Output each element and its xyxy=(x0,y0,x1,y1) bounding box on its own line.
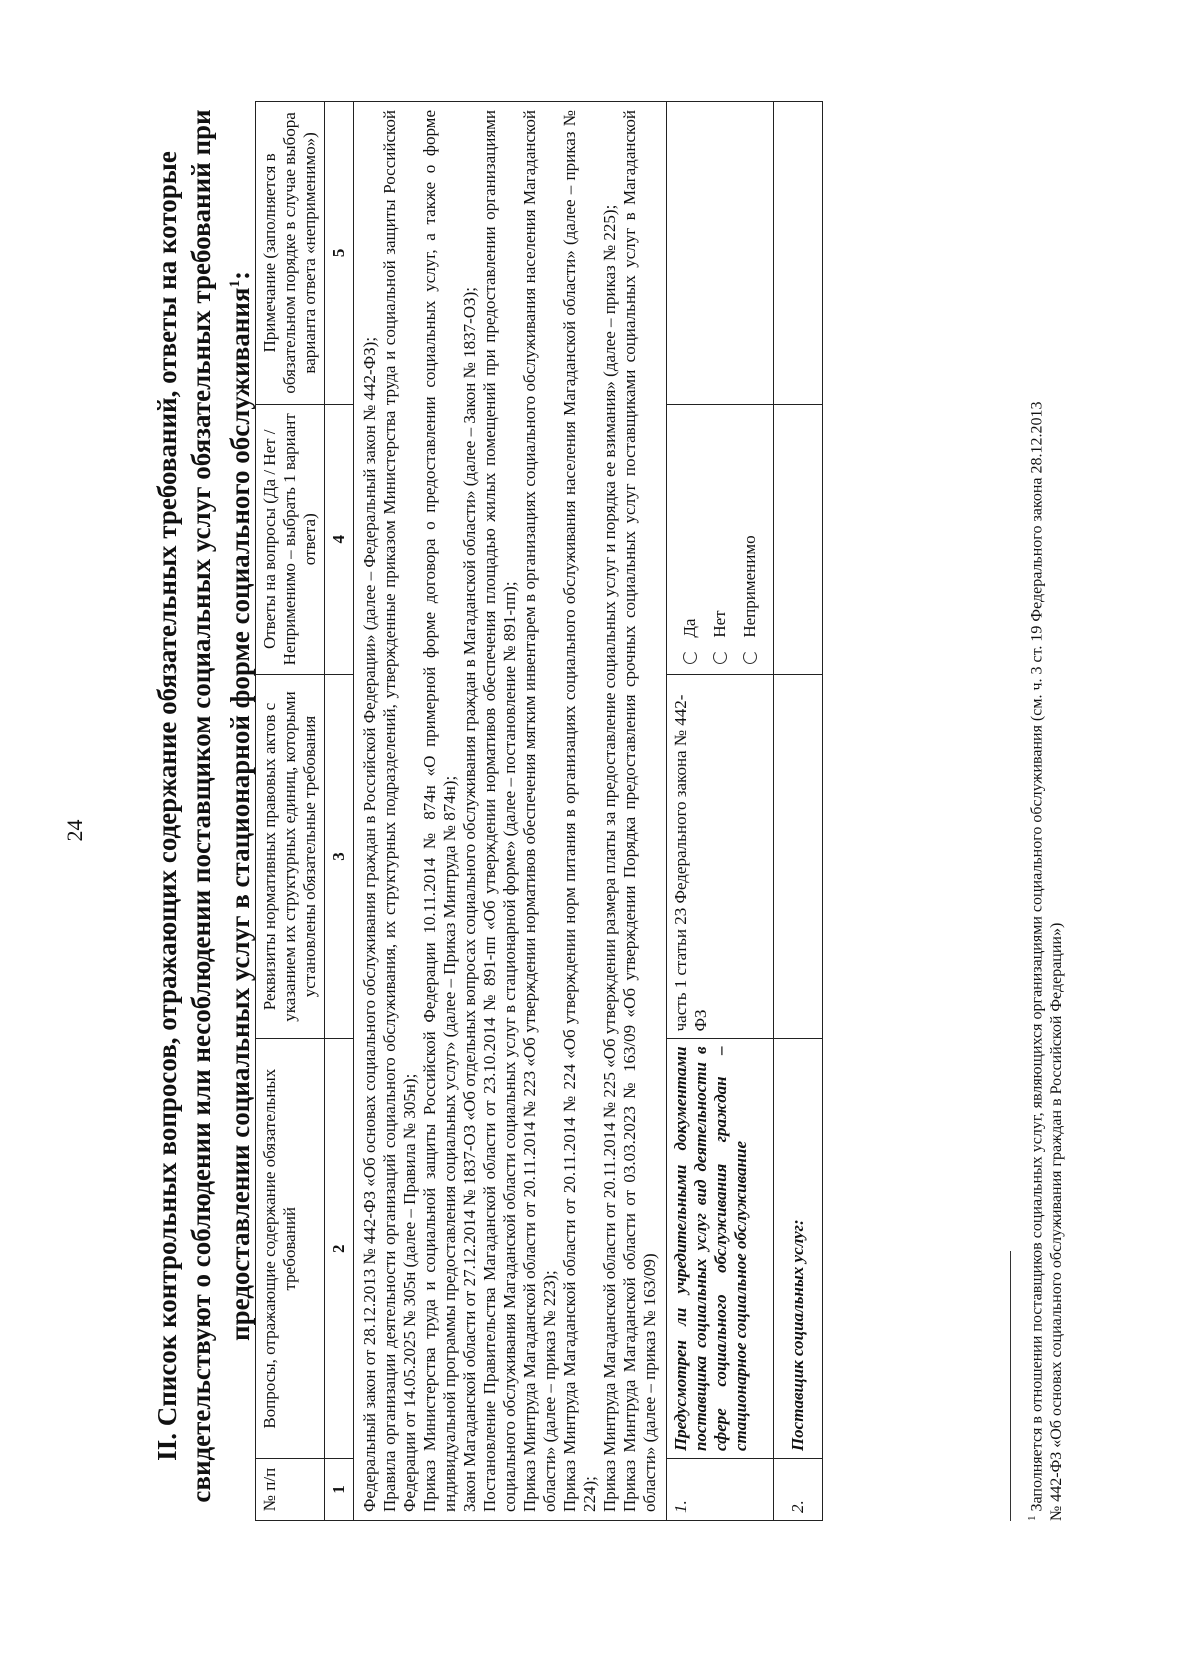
row-number: 2. xyxy=(774,1459,823,1521)
footnote-divider xyxy=(1010,1251,1011,1521)
legal-act: Федеральный закон от 28.12.2013 № 442-ФЗ «Об основах социального обслуживания граждан в Российской Федерации» (далее – Федеральный закон № 442-ФЗ); xyxy=(360,336,379,1512)
note-cell xyxy=(774,102,823,405)
table-row xyxy=(774,102,823,1521)
header-questions: Вопросы, отражающие содержание обязательных требований xyxy=(256,1039,325,1459)
legal-act: Правила организации деятельности организаций социального обслуживания, их структурных подразделений, утвержденные приказом Министерства труда и социальной защиты Российской Федерации от 14.05.2025 № 305н (далее – Правила № 305н); xyxy=(380,110,419,1512)
checklist-table xyxy=(255,101,823,1521)
option-label: Нет xyxy=(710,610,729,638)
answer-options xyxy=(667,404,774,674)
option-label: Да xyxy=(680,618,699,638)
legal-reference xyxy=(774,674,823,1039)
legal-acts-row xyxy=(354,102,667,1521)
header-num: № п/п xyxy=(256,1459,325,1521)
table-header-row xyxy=(256,102,325,1521)
legal-act: Приказ Минтруда Магаданской области от 20.11.2014 № 223 «Об утверждении нормативов обеспечения мягким инвентарем в организациях социального обслуживания населения Магаданской области» (далее – приказ № 223); xyxy=(520,110,559,1512)
answer-option-not-applicable[interactable] xyxy=(735,415,765,664)
legal-act: Постановление Правительства Магаданской области от 23.10.2014 № 891-пп «Об утверждении нормативов обеспечения площадью жилых помещений при предоставлении организациями социального обслуживания Магаданской области социальных услуг в стационарной форме» (далее – постановление № 891-пп); xyxy=(480,110,519,1512)
legal-act: Приказ Минтруда Магаданской области от 20.11.2014 № 225 «Об утверждении размера платы за предоставление социальных услуг и порядка ее взимания» (далее – приказ № 225); xyxy=(600,204,619,1512)
column-number: 5 xyxy=(325,102,354,405)
question-text: Предусмотрен ли учредительными документами поставщика социальных услуг вид деятельности в сфере социального обслуживания граждан – стационарное социальное обслуживание xyxy=(667,1039,774,1459)
radio-icon[interactable] xyxy=(743,650,757,664)
footnote-line-1 xyxy=(1022,101,1047,1521)
column-number: 4 xyxy=(325,404,354,674)
header-legal-references: Реквизиты нормативных правовых актов с указанием их структурных единиц, которыми установлены обязательные требования xyxy=(256,674,325,1039)
table-row xyxy=(667,102,774,1521)
title-line-3 xyxy=(218,91,257,1521)
row-number: 1. xyxy=(667,1459,774,1521)
legal-act: Приказ Минтруда Магаданской области от 03.03.2023 № 163/09 «Об утверждении Порядка предоставления срочных социальных услуг поставщиками социальных услуг в Магаданской области» (далее – приказ № 163/09) xyxy=(620,110,659,1512)
title-line-2: свидетельствуют о соблюдении или несоблюдении поставщиком социальных услуг обязательных требований при xyxy=(186,109,216,1503)
footnote-mark: 1 xyxy=(1026,1515,1038,1521)
legal-act: Приказ Минтруда Магаданской области от 20.11.2014 № 224 «Об утверждении норм питания в организациях социального обслуживания населения Магаданской области» (далее – приказ № 224); xyxy=(560,110,599,1512)
radio-icon[interactable] xyxy=(683,650,697,664)
title-line-1: II. Список контрольных вопросов, отражающих содержание обязательных требований, ответы на которые xyxy=(152,151,182,1461)
footnote-text-1: Заполняется в отношении поставщиков социальных услуг, являющихся организациями социального обслуживания (см. ч. 3 ст. 19 Федерального закона 28.12.2013 xyxy=(1028,401,1046,1512)
page-number: 24 xyxy=(62,819,87,842)
note-cell[interactable] xyxy=(667,102,774,405)
legal-reference: часть 1 статьи 23 Федерального закона № 442-ФЗ xyxy=(667,674,774,1039)
header-answers: Ответы на вопросы (Да / Нет / Неприменимо – выбрать 1 вариант ответа) xyxy=(256,404,325,674)
question-text: Поставщик социальных услуг: xyxy=(774,1039,823,1459)
column-number: 1 xyxy=(325,1459,354,1521)
legal-acts-cell xyxy=(354,102,667,1521)
column-number-row xyxy=(325,102,354,1521)
title-footnote-ref: 1 xyxy=(227,280,243,288)
title-line-3-text: предоставлении социальных услуг в стационарной форме социального обслуживания xyxy=(225,287,255,1341)
footnote xyxy=(1022,101,1067,1521)
legal-act: Приказ Министерства труда и социальной защиты Российской Федерации 10.11.2014 № 874н «О примерной форме договора о предоставлении социальных услуг, а также о форме индивидуальной программы предоставления социальных услуг» (далее – Приказ Минтруда № 874н); xyxy=(420,110,459,1512)
option-label: Неприменимо xyxy=(740,535,759,638)
answer-options xyxy=(774,404,823,674)
answer-option-yes[interactable] xyxy=(675,415,705,664)
section-title xyxy=(150,91,257,1521)
answer-option-no[interactable] xyxy=(705,415,735,664)
legal-act: Закон Магаданской области от 27.12.2014 № 1837-ОЗ «Об отдельных вопросах социального обслуживания граждан в Магаданской области» (далее – Закон № 1837-ОЗ); xyxy=(460,287,479,1512)
column-number: 2 xyxy=(325,1039,354,1459)
column-number: 3 xyxy=(325,674,354,1039)
footnote-line-2: № 442-ФЗ «Об основах социального обслуживания граждан в Российской Федерации») xyxy=(1048,922,1066,1521)
title-colon: : xyxy=(225,271,255,281)
radio-icon[interactable] xyxy=(713,650,727,664)
header-notes: Примечание (заполняется в обязательном порядке в случае выбора варианта ответа «неприменимо») xyxy=(256,102,325,405)
